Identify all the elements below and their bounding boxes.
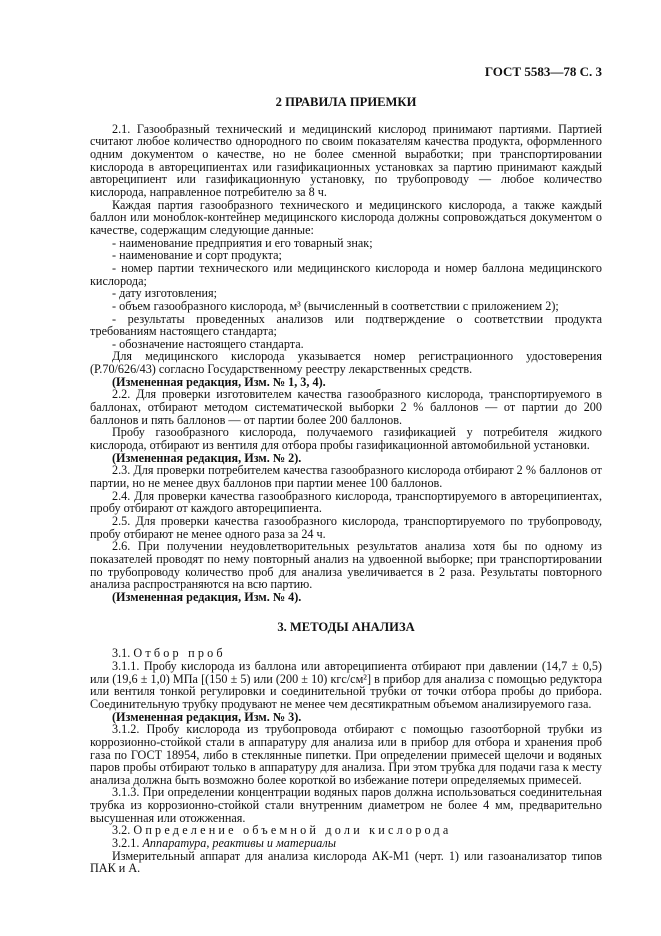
- paragraph: 2.1. Газообразный технический и медицинский кислород принимают партиями. Партией считают любое количество однородного по своим показателям качества продукта, оформленного одним документом о качестве, но не более сменной выработки; при транспортировании кислорода в автореципиентах или газификационных установках за партию принимают каждый автореципиент или газификационную установку, по трубопроводу — любое количество кислорода, направленное потребителю за 8 ч.: [90, 121, 602, 199]
- subsection-title: Отбор проб: [133, 646, 226, 661]
- subsection-title: Аппаратура, реактивы и материалы: [142, 836, 336, 851]
- section-2-title: 2 ПРАВИЛА ПРИЕМКИ: [275, 95, 417, 109]
- subsection-heading: [90, 647, 602, 660]
- paragraph: 2.2. Для проверки изготовителем качества газообразного кислорода, транспортируемого в баллонах, отбирают методом систематической выборки 2 % баллонов — от партии до 200 баллонов и пять баллонов — от партии более 200 баллонов.: [90, 387, 602, 427]
- document-body: [90, 96, 602, 875]
- list-item: - результаты проведенных анализов или подтверждение о соответствии продукта требованиям настоящего стандарта;: [90, 311, 602, 339]
- section-3-title: 3. МЕТОДЫ АНАЛИЗА: [277, 619, 415, 634]
- paragraph: Измерительный аппарат для анализа кислорода АК-М1 (черт. 1) или газоанализатор типов ПАК и А.: [90, 848, 602, 876]
- list-item: - номер партии технического или медицинского кислорода и номер баллона медицинского кислорода;: [90, 260, 602, 288]
- amendment-note: (Измененная редакция, Изм. № 3).: [112, 709, 302, 724]
- paragraph: 2.6. При получении неудовлетворительных результатов анализа хотя бы по одному из показателей проводят по нему повторный анализ на удвоенной выборке; при транспортировании по трубопроводу количество проб для анализа увеличивается в 2 раза. Результаты повторного анализа распространяются на всю партию.: [90, 539, 602, 592]
- paragraph: 2.5. Для проверки качества газообразного кислорода, транспортируемого по трубопроводу, пробу отбирают не менее одного раза за 24 ч.: [90, 514, 602, 541]
- page-header: ГОСТ 5583—78 С. 3: [484, 64, 602, 79]
- list-item: - наименование предприятия и его товарный знак;: [112, 235, 373, 250]
- list-item: - объем газообразного кислорода, м³ (вычисленный в соответствии с приложением 2);: [112, 298, 559, 313]
- subsection-number: 3.2.: [112, 823, 131, 838]
- subsection-number: 3.2.1.: [112, 836, 140, 851]
- paragraph: 2.4. Для проверки качества газообразного кислорода, транспортируемого в автореципиентах, пробу отбирают от каждого автореципиента.: [90, 488, 602, 516]
- paragraph: 3.1.3. При определении концентрации водяных паров должна использоваться соединительная трубка из коррозионно-стойкой стали внутренним диаметром не более 4 мм, предварительно высушенная или отожженная.: [90, 785, 602, 825]
- amendment-note: (Измененная редакция, Изм. № 4).: [112, 589, 302, 604]
- paragraph: 2.3. Для проверки потребителем качества газообразного кислорода отбирают 2 % баллонов от партии, но не менее двух баллонов при партии менее 100 баллонов.: [90, 463, 602, 491]
- paragraph: Пробу газообразного кислорода, получаемого газификацией у потребителя жидкого кислорода, отбирают из вентиля для отбора пробы газификационной автомобильной установки.: [90, 425, 602, 453]
- list-item: - наименование и сорт продукта;: [112, 248, 282, 263]
- subsection-number: 3.1.: [112, 646, 131, 661]
- paragraph: Для медицинского кислорода указывается номер регистрационного удостоверения (Р.70/626/43) согласно Государственному реестру лекарственных средств.: [90, 349, 602, 377]
- paragraph: 3.1.1. Пробу кислорода из баллона или автореципиента отбирают при давлении (14,7 ± 0,5) или (19,6 ± 1,0) МПа [(150 ± 5) или (200 ± 10) кгс/см²] в прибор для анализа с помощью редуктора или вентиля тонкой регулировки и соединительной трубки от точки отбора пробы до прибора. Соединительную трубку продувают не менее чем десятикратным объемом анализируемого газа.: [90, 658, 602, 711]
- amendment-note: (Измененная редакция, Изм. № 2).: [112, 450, 302, 465]
- paragraph: 3.1.2. Пробу кислорода из трубопровода отбирают с помощью газоотборной трубки из коррозионно-стойкой стали в аппаратуру для анализа или в прибор для отбора и хранения проб газа по ГОСТ 18954, либо в стеклянные пипетки. При определении примесей щелочи и водяных паров пробы отбирают только в аппаратуру для анализа. При этом трубка для подачи газа к месту анализа должна быть возможно более короткой во избежание потери определяемых примесей.: [90, 722, 602, 787]
- subsection-heading: [90, 837, 602, 850]
- amendment-note: (Измененная редакция, Изм. № 1, 3, 4).: [112, 374, 326, 389]
- list-item: - обозначение настоящего стандарта.: [112, 336, 304, 351]
- list-item: - дату изготовления;: [112, 286, 218, 301]
- paragraph: Каждая партия газообразного технического и медицинского кислорода, а также каждый баллон или моноблок-контейнер медицинского кислорода должны сопровождаться документом о качестве, содержащим следующие данные:: [90, 197, 602, 237]
- subsection-title: Определение объемной доли кислорода: [133, 823, 452, 838]
